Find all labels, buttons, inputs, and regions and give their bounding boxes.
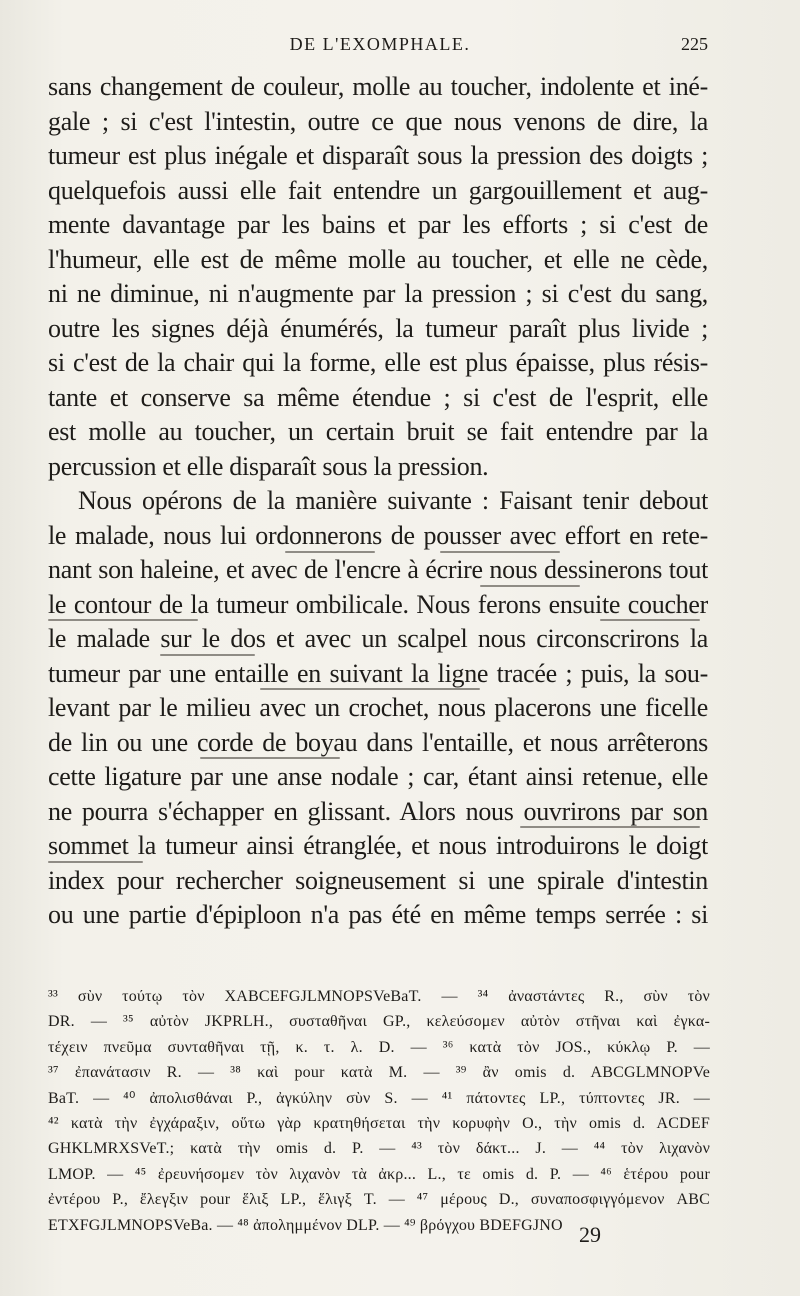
footnote-line: DR. — ³⁵ αὐτὸν JKPRLH., συσταθῆναι GP., κελεύσομεν αὐτὸν στῆναι καὶ ἐγκα- [48, 1013, 710, 1031]
main-text [48, 70, 708, 933]
footnote-line: ⁴² κατὰ τὴν ἐγχάραξιν, οὕτω γὰρ κρατηθήσεται τὴν κορυφὴν O., τὴν omis d. ACDEF [48, 1114, 710, 1132]
text-line: sans changement de couleur, molle au toucher, indolente et iné- [48, 72, 708, 101]
text-line: outre les signes déjà énumérés, la tumeur paraît plus livide ; [48, 313, 708, 343]
text-line: tumeur par une entaille en suivant la ligne tracée ; puis, la sou- [48, 658, 708, 688]
footnote-line: ³⁷ ἐπανάτασιν R. — ³⁸ καὶ pour κατὰ M. — ³⁹ ἂν omis d. ABCGLMNOPVe [48, 1064, 710, 1082]
pencil-underline [48, 619, 198, 621]
page-number: 225 [681, 34, 708, 54]
footnote-line: LMOP. — ⁴⁵ ἐρευνήσομεν τὸν λιχανὸν τὰ ἀκρ... L., τε omis d. P. — ⁴⁶ ἑτέρου pour [48, 1165, 710, 1183]
pencil-underline [520, 826, 700, 828]
text-line: ni ne diminue, ni n'augmente par la pression ; si c'est du sang, [48, 279, 708, 308]
text-line: mente davantage par les bains et par les efforts ; si c'est de [48, 210, 708, 239]
footnotes [48, 984, 710, 1238]
pencil-underline [440, 551, 560, 553]
footnote-line: BaT. — ⁴⁰ ἀπολισθάναι P., ἀγκύλην σὺν S. — ⁴¹ πάτοντες LP., τύπτοντες JR. — [48, 1089, 710, 1107]
text-line: le malade, nous lui ordonnerons de pousser avec effort en rete- [48, 520, 708, 550]
footnote-line: GHKLMRXSVeT.; κατὰ τὴν omis d. P. — ⁴³ τὸν δάκτ... J. — ⁴⁴ τὸν λιχανὸν [48, 1140, 710, 1158]
text-line: percussion et elle disparaît sous la pression. [48, 451, 489, 481]
text-line: quelquefois aussi elle fait entendre un gargouillement et aug- [48, 175, 708, 205]
pencil-underline [200, 757, 340, 759]
text-line: ne pourra s'échapper en glissant. Alors nous ouvrirons par son [48, 796, 708, 826]
text-line: tumeur est plus inégale et disparaît sous la pression des doigts ; [48, 141, 708, 170]
pencil-underline [285, 551, 375, 553]
signature-mark: 29 [579, 1222, 601, 1247]
text-line: le contour de la tumeur ombilicale. Nous ferons ensuite coucher [48, 589, 708, 619]
pencil-underline [480, 585, 580, 587]
text-line: tante et conserve sa même étendue ; si c'est de l'esprit, elle [48, 382, 708, 412]
text-line: l'humeur, elle est de même molle au toucher, et elle ne cède, [48, 244, 708, 274]
text-line: de lin ou une corde de boyau dans l'entaille, et nous arrêterons [48, 727, 708, 757]
text-line: est molle au toucher, un certain bruit se fait entendre par la [48, 417, 708, 446]
running-head-title: DE L'EXOMPHALE. [289, 34, 471, 54]
text-line: cette ligature par une anse nodale ; car, étant ainsi retenue, elle [48, 762, 708, 791]
running-header [50, 34, 710, 60]
pencil-underline [48, 861, 143, 863]
text-line: sommet la tumeur ainsi étranglée, et nous introduirons le doigt [48, 831, 708, 860]
text-line: nant son haleine, et avec de l'encre à écrire nous dessinerons tout [48, 555, 708, 584]
text-line: index pour rechercher soigneusement si une spirale d'intestin [48, 865, 708, 895]
pencil-underline [160, 654, 255, 656]
pencil-underline [600, 619, 700, 621]
footnote-line: ἐντέρου P., ἔλεγξιν pour ἕλιξ LP., ἕλιγξ T. — ⁴⁷ μέρους D., συναποσφιγγόμενον ABC [48, 1191, 710, 1209]
text-line: ou une partie d'épiploon n'a pas été en même temps serrée : si [48, 900, 708, 929]
footnote-line: ETXFGJLMNOPSVeBa. — ⁴⁸ ἀπολημμένον DLP. — ⁴⁹ βρόγχου BDEFGJNO [48, 1216, 563, 1234]
text-line: le malade sur le dos et avec un scalpel nous circonscrirons la [48, 624, 708, 653]
text-line: si c'est de la chair qui la forme, elle est plus épaisse, plus résis- [48, 348, 708, 377]
footnote-line: ³³ σὺν τούτῳ τὸν XABCEFGJLMNOPSVeBaT. — ³⁴ ἀναστάντες R., σὺν τὸν [48, 988, 710, 1005]
footnote-line: τέχειν πνεῦμα συνταθῆναι τῇ, κ. τ. λ. D. — ³⁶ κατὰ τὸν JOS., κύκλῳ P. — [48, 1038, 710, 1056]
text-line: levant par le milieu avec un crochet, nous placerons une ficelle [48, 693, 708, 722]
pencil-underline [260, 688, 480, 690]
paragraph-start-line: Nous opérons de la manière suivante : Faisant tenir debout [78, 486, 708, 515]
text-line: gale ; si c'est l'intestin, outre ce que nous venons de dire, la [48, 106, 708, 136]
